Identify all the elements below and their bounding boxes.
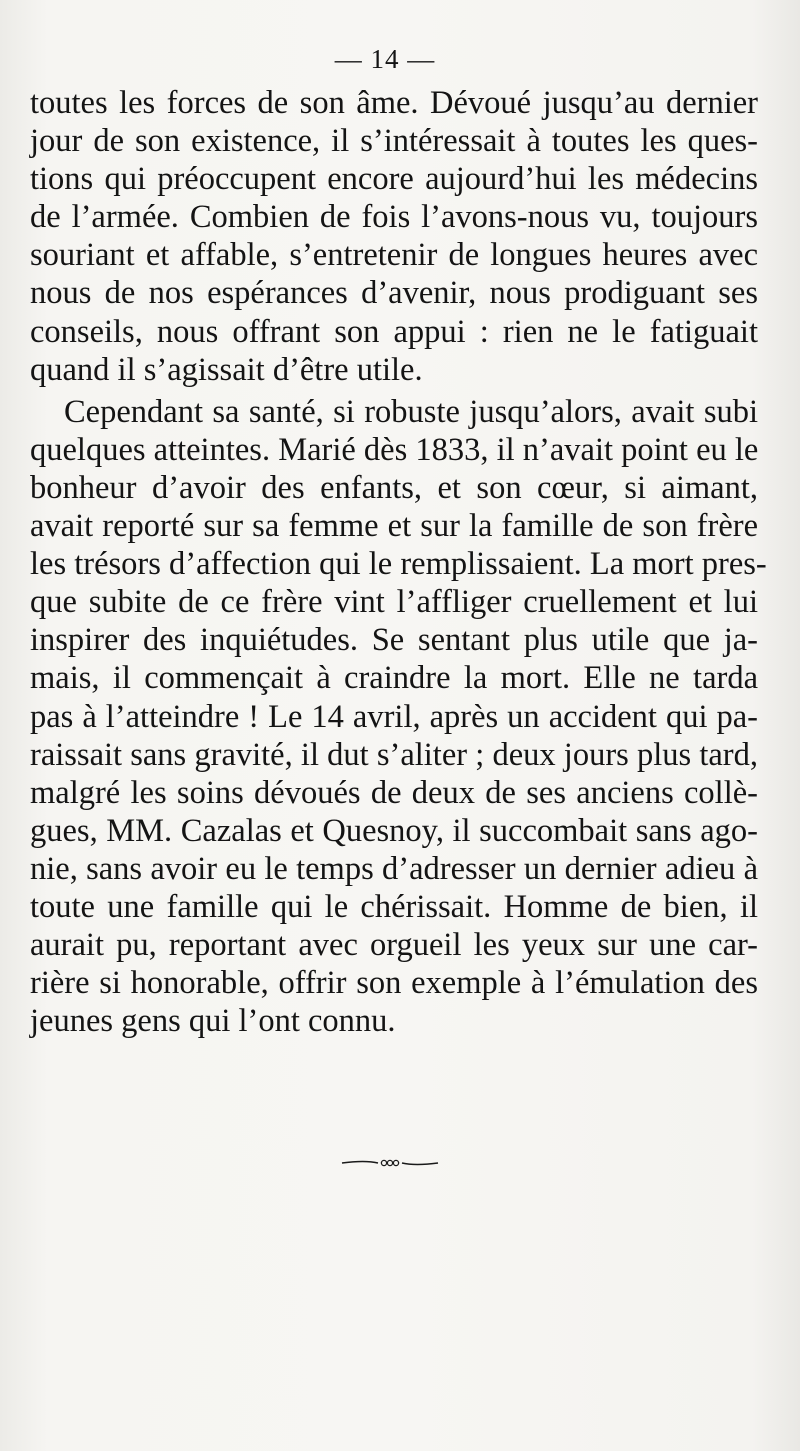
text-line: les trésors d’affection qui le remplissaient. La mort pres- bbox=[30, 546, 767, 583]
text-line: pas à l’atteindre ! Le 14 avril, après un accident qui pa- bbox=[30, 698, 758, 735]
text-line: jeunes gens qui l’ont connu. bbox=[30, 1003, 396, 1040]
text-line: toutes les forces de son âme. Dévoué jusqu’au dernier bbox=[30, 85, 758, 121]
text-line: de l’armée. Combien de fois l’avons-nous vu, toujours bbox=[30, 199, 758, 236]
text-line: inspirer des inquiétudes. Se sentant plus utile que ja- bbox=[30, 622, 758, 659]
text-line: que subite de ce frère vint l’affliger cruellement et lui bbox=[30, 584, 758, 621]
text-line: avait reporté sur sa femme et sur la famille de son frère bbox=[30, 508, 758, 545]
text-line: bonheur d’avoir des enfants, et son cœur, si aimant, bbox=[30, 469, 758, 506]
body-text bbox=[30, 84, 767, 1040]
text-line: Cependant sa santé, si robuste jusqu’alors, avait subi bbox=[64, 393, 758, 430]
text-line: nous de nos espérances d’avenir, nous prodiguant ses bbox=[30, 275, 758, 312]
tail-piece-ornament-icon bbox=[340, 1156, 440, 1170]
text-line: quand il s’agissait d’être utile. bbox=[30, 351, 423, 388]
text-line: toute une famille qui le chérissait. Homme de bien, il bbox=[30, 888, 758, 925]
text-line: tions qui préoccupent encore aujourd’hui les médecins bbox=[30, 161, 758, 198]
text-line: raissait sans gravité, il dut s’aliter ; deux jours plus tard, bbox=[30, 736, 758, 773]
text-line: conseils, nous offrant son appui : rien ne le fatiguait bbox=[30, 313, 758, 350]
text-line: rière si honorable, offrir son exemple à l’émulation des bbox=[30, 965, 758, 1002]
text-line: mais, il commençait à craindre la mort. Elle ne tarda bbox=[30, 660, 758, 697]
text-line: nie, sans avoir eu le temps d’adresser un dernier adieu à bbox=[30, 850, 758, 887]
text-line: jour de son existence, il s’intéressait à toutes les ques- bbox=[30, 123, 758, 160]
text-line: quelques atteintes. Marié dès 1833, il n’avait point eu le bbox=[30, 431, 759, 468]
page-number: — 14 — bbox=[334, 44, 436, 74]
paragraph-2 bbox=[30, 393, 767, 1041]
paragraph-1 bbox=[30, 84, 758, 389]
text-line: gues, MM. Cazalas et Quesnoy, il succombait sans ago- bbox=[30, 812, 758, 849]
text-line: aurait pu, reportant avec orgueil les yeux sur une car- bbox=[30, 927, 758, 964]
text-line: malgré les soins dévoués de deux de ses anciens collè- bbox=[30, 774, 758, 811]
bleed-through-shadow-footnote bbox=[40, 1212, 760, 1236]
text-line: souriant et affable, s’entretenir de longues heures avec bbox=[30, 237, 758, 274]
